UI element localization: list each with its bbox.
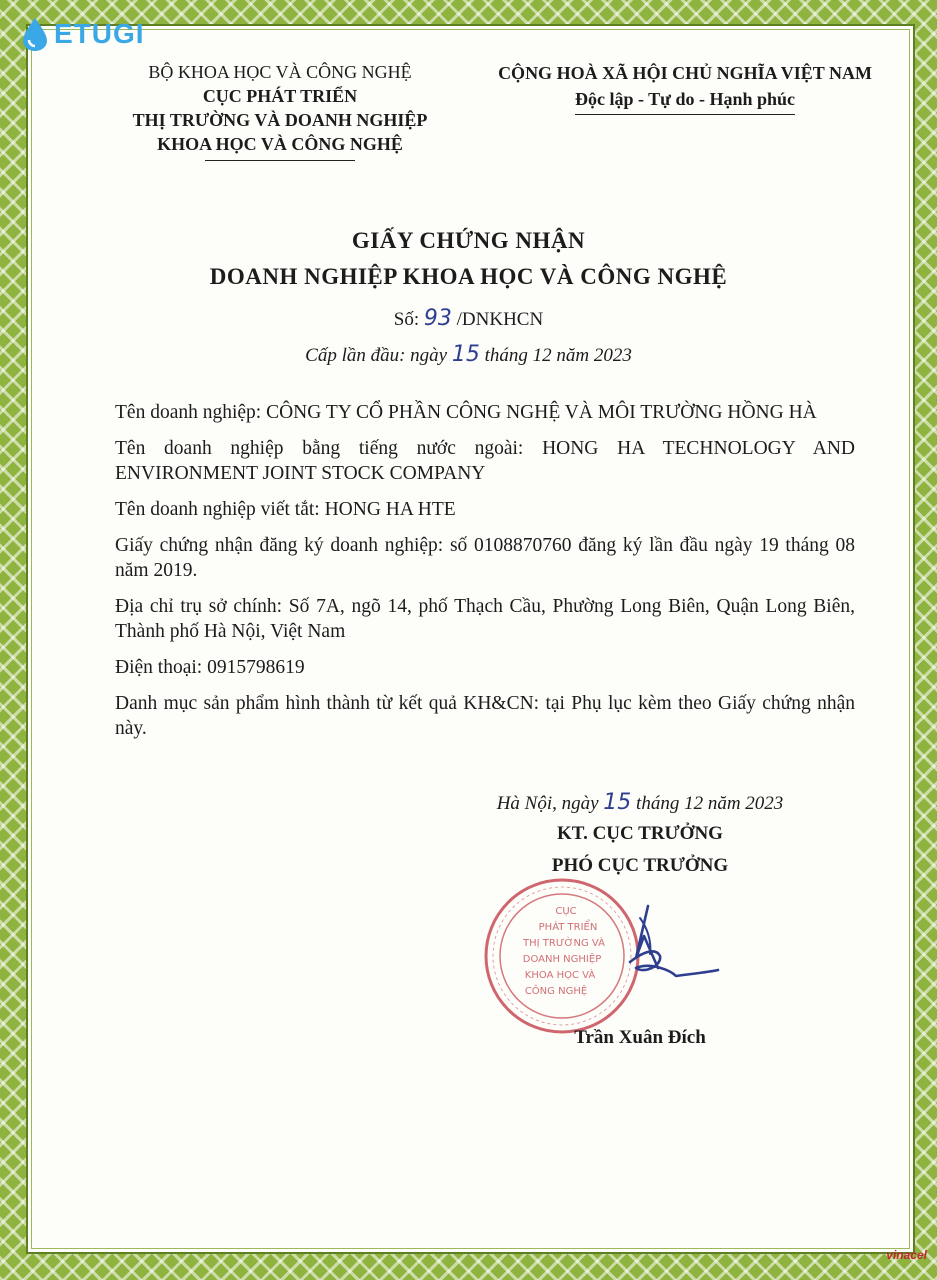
phone-line: Điện thoại: 0915798619 — [115, 657, 305, 678]
department-name-line2: THỊ TRƯỜNG VÀ DOANH NGHIỆP — [132, 110, 428, 130]
seal-line-5: KHOA HỌC VÀ — [524, 970, 596, 981]
first-issue-date — [0, 342, 937, 367]
seal-line-1: CỤC — [555, 906, 577, 917]
foreign-name-line: Tên doanh nghiệp bằng tiếng nước ngoài: HONG HA TECHNOLOGY AND ENVIRONMENT JOINT STOCK COMPANY — [115, 438, 855, 484]
number-value: 93 — [423, 306, 452, 331]
signing-day: 15 — [603, 790, 632, 815]
header-left-underline — [205, 160, 355, 161]
company-name-line: Tên doanh nghiệp: CÔNG TY CỔ PHẦN CÔNG NGHỆ VÀ MÔI TRƯỜNG HỒNG HÀ — [115, 402, 817, 423]
signing-place-date — [440, 790, 840, 815]
etugi-text: ETUGI — [54, 18, 145, 49]
issued-prefix: Cấp lần đầu: ngày — [305, 345, 448, 366]
department-name-line1: CỤC PHÁT TRIỂN — [202, 86, 358, 106]
etugi-watermark-logo — [20, 16, 145, 52]
signer-position: PHÓ CỤC TRƯỞNG — [551, 855, 729, 876]
signing-date-rest: tháng 12 năm 2023 — [636, 793, 784, 814]
water-drop-icon — [20, 16, 50, 52]
issued-rest: tháng 12 năm 2023 — [484, 345, 632, 366]
seal-line-6: CÔNG NGHỆ — [524, 986, 588, 997]
number-prefix: Số: — [393, 309, 420, 330]
number-suffix: /DNKHCN — [456, 309, 544, 330]
department-name-line3: KHOA HỌC VÀ CÔNG NGHỆ — [157, 134, 403, 154]
vinacel-watermark-logo: vinacel — [886, 1248, 927, 1262]
short-name-line: Tên doanh nghiệp viết tắt: HONG HA HTE — [115, 499, 456, 520]
country-name: CỘNG HOÀ XÃ HỘI CHỦ NGHĨA VIỆT NAM — [498, 63, 872, 83]
seal-line-3: THỊ TRƯỜNG VÀ — [523, 938, 605, 949]
certificate-number — [0, 306, 937, 331]
address-line: Địa chỉ trụ sở chính: Số 7A, ngõ 14, phố Thạch Cầu, Phường Long Biên, Quận Long Biên, Thành phố Hà Nội, Việt Nam — [115, 596, 855, 642]
national-motto: Độc lập - Tự do - Hạnh phúc — [575, 86, 795, 115]
seal-line-2: PHÁT TRIỂN — [538, 922, 598, 933]
registration-line: Giấy chứng nhận đăng ký doanh nghiệp: số 0108870760 đăng ký lần đầu ngày 19 tháng 08 năm 2019. — [115, 535, 855, 581]
issued-day: 15 — [451, 342, 480, 367]
certificate-body — [115, 400, 855, 752]
certificate-subtitle: DOANH NGHIỆP KHOA HỌC VÀ CÔNG NGHỆ — [209, 264, 728, 289]
handwritten-signature — [600, 896, 725, 1006]
certificate-title: GIẤY CHỨNG NHẬN — [351, 228, 586, 253]
seal-line-4: DOANH NGHIỆP — [522, 954, 602, 965]
signer-name: Trần Xuân Đích — [574, 1027, 706, 1048]
signer-authority: KT. CỤC TRƯỞNG — [557, 823, 723, 844]
products-line: Danh mục sản phẩm hình thành từ kết quả KH&CN: tại Phụ lục kèm theo Giấy chứng nhận này. — [115, 693, 855, 739]
place-prefix: Hà Nội, ngày — [496, 793, 599, 814]
national-header — [465, 60, 905, 115]
issuing-authority — [80, 60, 480, 161]
ministry-name: BỘ KHOA HỌC VÀ CÔNG NGHỆ — [148, 62, 412, 82]
